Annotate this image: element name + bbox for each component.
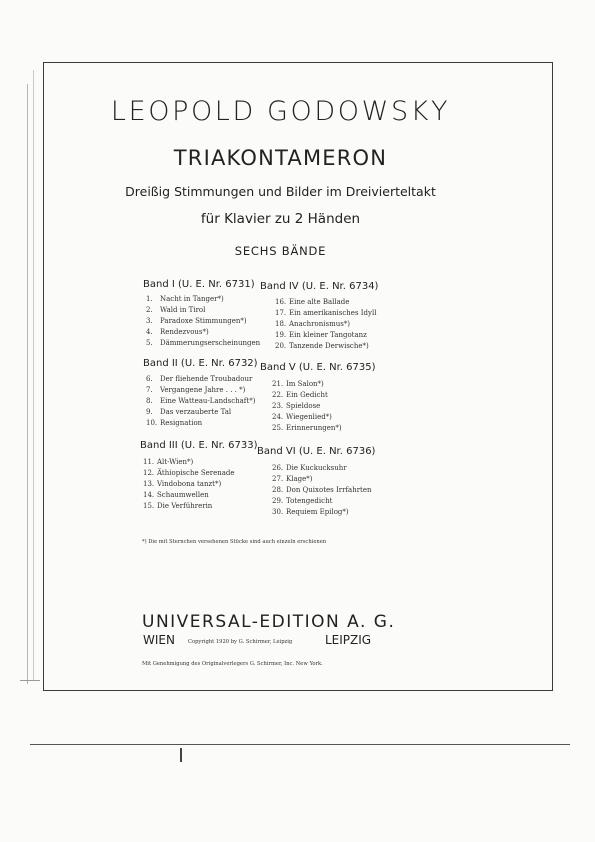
piece-number: 19. [275, 331, 287, 339]
city-left: WIEN [143, 633, 175, 647]
piece-title: Nacht in Tanger*) [160, 295, 224, 303]
piece-item [272, 497, 332, 505]
piece-number: 5. [146, 339, 153, 347]
left-edge-mark-2 [33, 70, 34, 680]
publisher-name: UNIVERSAL-EDITION A. G. [142, 612, 396, 632]
piece-number: 29. [272, 497, 284, 505]
band-heading: Band III (U. E. Nr. 6733) [140, 440, 258, 451]
piece-number: 20. [275, 342, 287, 350]
piece-title: Klage*) [286, 475, 313, 483]
piece-item [143, 480, 221, 488]
piece-item [146, 317, 247, 325]
piece-item [146, 375, 252, 383]
piece-number: 1. [146, 295, 153, 303]
piece-title: Ein Gedicht [286, 391, 328, 399]
band-heading: Band I (U. E. Nr. 6731) [143, 279, 255, 290]
piece-item [275, 320, 350, 328]
piece-number: 10. [146, 419, 158, 427]
piece-item [272, 391, 328, 399]
piece-title: Anachronismus*) [289, 320, 351, 328]
volumes-label: SECHS BÄNDE [234, 244, 327, 258]
piece-title: Ein kleiner Tangotanz [289, 331, 367, 339]
piece-number: 4. [146, 328, 153, 336]
bottom-tick [180, 748, 182, 762]
piece-title: Schaumwellen [157, 491, 209, 499]
piece-number: 30. [272, 508, 284, 516]
piece-item [272, 475, 313, 483]
piece-item [143, 469, 235, 477]
piece-title: Im Salon*) [286, 380, 324, 388]
piece-item [272, 402, 320, 410]
piece-item [275, 309, 376, 317]
subtitle-line-2: für Klavier zu 2 Händen [200, 211, 361, 227]
piece-number: 3. [146, 317, 153, 325]
subtitle-line-1: Dreißig Stimmungen und Bilder im Dreivierteltakt [125, 184, 436, 199]
piece-title: Resignation [160, 419, 203, 427]
bottom-rule-2 [20, 680, 40, 681]
band-heading: Band II (U. E. Nr. 6732) [143, 358, 258, 369]
bottom-rule [30, 744, 570, 745]
piece-number: 11. [143, 458, 155, 466]
piece-number: 13. [143, 480, 155, 488]
piece-number: 24. [272, 413, 284, 421]
work-title: TRIAKONTAMERON [173, 146, 388, 170]
composer-name: LEOPOLD GODOWSKY [110, 96, 451, 127]
piece-number: 8. [146, 397, 153, 405]
piece-item [146, 397, 255, 405]
piece-title: Tanzende Derwische*) [289, 342, 369, 350]
piece-number: 12. [143, 469, 155, 477]
piece-item [272, 486, 372, 494]
piece-number: 26. [272, 464, 284, 472]
piece-title: Dämmerungserscheinungen [160, 339, 261, 347]
piece-title: Rendezvous*) [160, 328, 209, 336]
piece-title: Eine alte Ballade [289, 298, 350, 306]
piece-title: Paradoxe Stimmungen*) [160, 317, 247, 325]
piece-item [272, 380, 324, 388]
piece-item [146, 386, 245, 394]
piece-item [275, 342, 369, 350]
piece-number: 6. [146, 375, 153, 383]
piece-title: Das verzauberte Tal [160, 408, 232, 416]
piece-item [146, 295, 224, 303]
piece-number: 22. [272, 391, 284, 399]
piece-number: 27. [272, 475, 284, 483]
piece-title: Eine Watteau-Landschaft*) [160, 397, 256, 405]
piece-item [272, 464, 347, 472]
piece-number: 7. [146, 386, 153, 394]
piece-number: 9. [146, 408, 153, 416]
piece-item [143, 458, 193, 466]
piece-item [275, 331, 367, 339]
piece-item [272, 508, 349, 516]
piece-number: 2. [146, 306, 153, 314]
piece-title: Ein amerikanisches Idyll [289, 309, 377, 317]
piece-title: Wald in Tirol [160, 306, 206, 314]
piece-number: 14. [143, 491, 155, 499]
copyright-line: Copyright 1920 by G. Schirmer, Leipzig [188, 639, 293, 645]
piece-title: Erinnerungen*) [286, 424, 342, 432]
piece-number: 17. [275, 309, 287, 317]
piece-title: Äthiopische Serenade [157, 469, 235, 477]
piece-title: Requiem Epilog*) [286, 508, 349, 516]
piece-title: Spieldose [286, 402, 321, 410]
city-right: LEIPZIG [325, 633, 372, 647]
footnote: *) Die mit Sternchen versehenen Stücke sind auch einzeln erschienen [142, 539, 327, 545]
piece-title: Die Verführerin [157, 502, 213, 510]
piece-title: Don Quixotes Irrfahrten [286, 486, 372, 494]
piece-item [146, 408, 231, 416]
piece-title: Totengedicht [286, 497, 333, 505]
piece-title: Vergangene Jahre . . . *) [160, 386, 246, 394]
piece-number: 21. [272, 380, 284, 388]
band-heading: Band V (U. E. Nr. 6735) [260, 362, 376, 373]
band-heading: Band IV (U. E. Nr. 6734) [260, 281, 379, 292]
piece-item [146, 306, 205, 314]
piece-item [143, 491, 209, 499]
piece-item [275, 298, 349, 306]
piece-number: 15. [143, 502, 155, 510]
piece-title: Der fliehende Troubadour [160, 375, 253, 383]
piece-item [272, 413, 332, 421]
piece-number: 25. [272, 424, 284, 432]
piece-number: 28. [272, 486, 284, 494]
left-edge-mark [27, 84, 28, 684]
band-heading: Band VI (U. E. Nr. 6736) [257, 446, 376, 457]
permission-line: Mit Genehmigung des Originalverlegers G. Schirmer, Inc. New York. [142, 661, 323, 667]
piece-number: 18. [275, 320, 287, 328]
piece-title: Vindobona tanzt*) [157, 480, 222, 488]
piece-title: Alt-Wien*) [157, 458, 194, 466]
piece-item [146, 328, 209, 336]
piece-title: Die Kuckucksuhr [286, 464, 347, 472]
piece-item [143, 502, 212, 510]
piece-item [146, 419, 202, 427]
piece-number: 23. [272, 402, 284, 410]
piece-item [146, 339, 260, 347]
piece-item [272, 424, 342, 432]
piece-title: Wiegenlied*) [286, 413, 332, 421]
piece-number: 16. [275, 298, 287, 306]
